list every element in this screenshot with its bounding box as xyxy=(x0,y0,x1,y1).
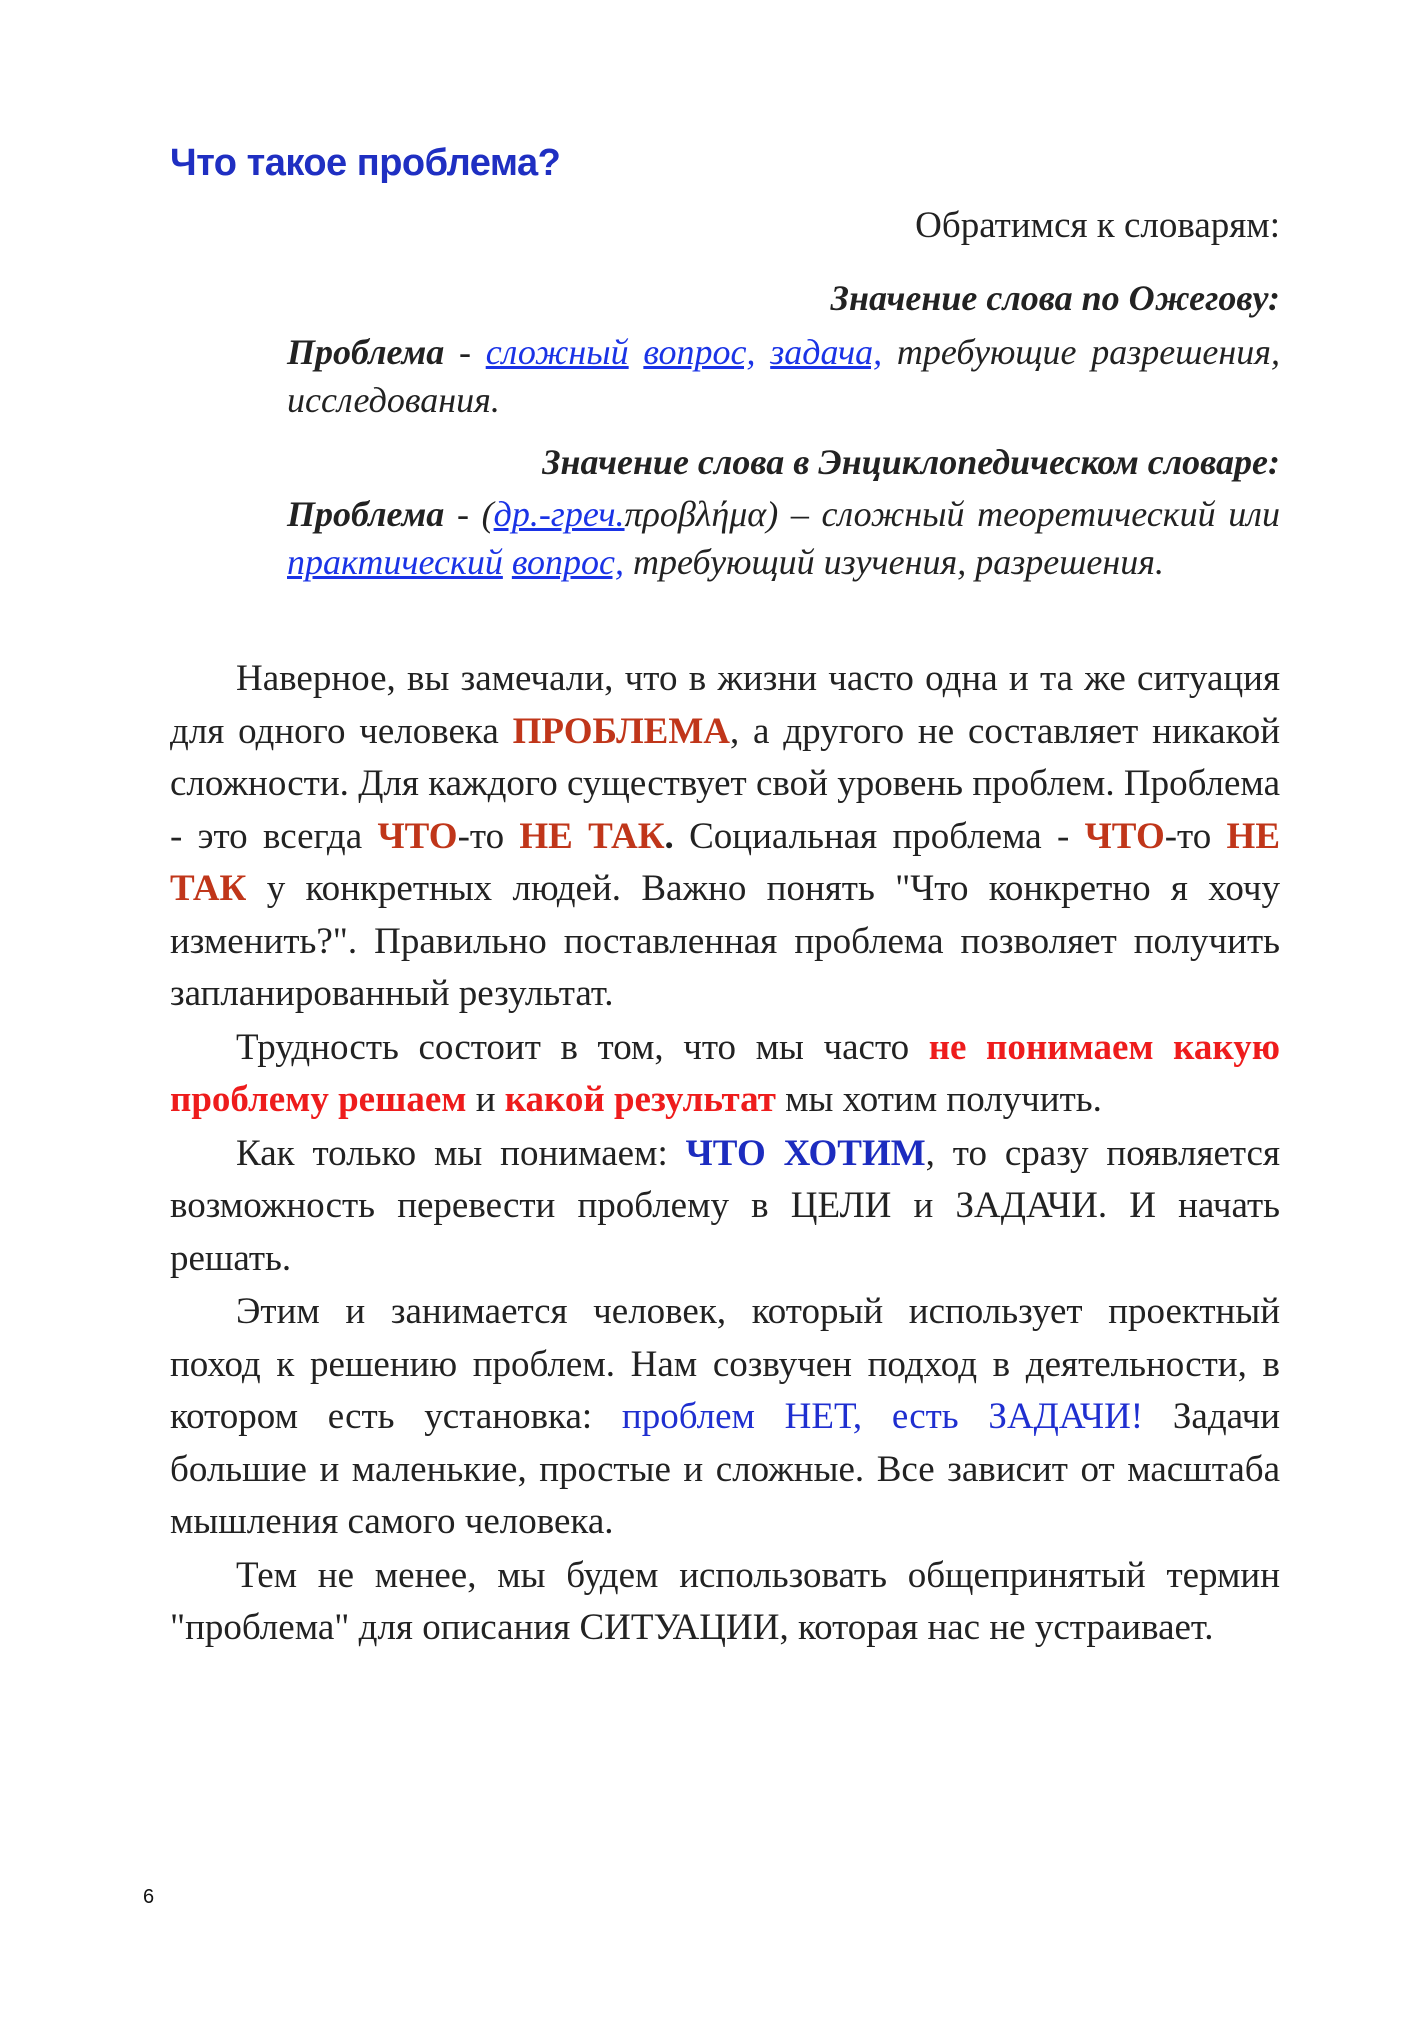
text-run: Тем не менее, мы будем использовать общепринятый термин "проблема" для описания СИТУАЦИИ, которая нас не устраивает. xyxy=(170,1554,1280,1648)
encyclopedia-mid: ) – сложный теоретический или xyxy=(766,494,1280,534)
paragraph-2 xyxy=(170,1022,1280,1127)
highlight-ne-tak: НЕ ТАК xyxy=(170,815,1281,909)
encyclopedia-dash: - ( xyxy=(444,494,494,534)
link-question[interactable]: вопрос, xyxy=(511,542,624,582)
paragraph-5 xyxy=(170,1550,1280,1655)
encyclopedia-definition xyxy=(287,490,1280,586)
highlight-ne-ponimaem: не понимаем какую проблему решаем xyxy=(170,1026,1280,1120)
encyclopedia-title: Значение слова в Энциклопедическом словаре: xyxy=(542,442,1280,482)
dictionary-intro: Обратимся к словарям: xyxy=(915,205,1280,246)
text-run: мы хотим получить. xyxy=(775,1079,1102,1120)
page-number: 6 xyxy=(143,1886,155,1908)
ozhegov-term: Проблема xyxy=(287,332,445,372)
text-run: -то xyxy=(457,815,520,857)
ozhegov-dash: - xyxy=(444,332,486,372)
ozhegov-title: Значение слова по Ожегову: xyxy=(830,278,1280,318)
highlight-chto: ЧТО xyxy=(377,815,458,857)
highlight-problema: ПРОБЛЕМА xyxy=(512,710,730,752)
link-greek[interactable]: др.-греч. xyxy=(493,494,625,534)
text-run: Задачи большие и маленькие, простые и сложные. Все зависит от масштаба мышления самого человека. xyxy=(170,1396,1281,1542)
paragraph-3 xyxy=(170,1128,1280,1286)
text-run: Трудность состоит в том, что мы часто xyxy=(236,1026,929,1068)
encyclopedia-rest: требующий изучения, разрешения. xyxy=(624,542,1164,582)
text-run: и xyxy=(466,1079,505,1120)
greek-word: προβλήμα xyxy=(624,494,767,534)
text-run: , то сразу появляется возможность перевести проблему в ЦЕЛИ и ЗАДАЧИ. И начать решать. xyxy=(170,1132,1280,1279)
highlight-ne-tak: НЕ ТАК xyxy=(519,815,665,857)
page-heading: Что такое проблема? xyxy=(170,142,561,184)
link-vopros[interactable]: вопрос, xyxy=(643,332,756,372)
ozhegov-rest: требующие разрешения, исследования. xyxy=(287,332,1280,420)
paragraph-1 xyxy=(170,653,1280,1021)
text-run: . xyxy=(664,815,674,857)
link-zadacha[interactable]: задача, xyxy=(770,332,883,372)
paragraph-4 xyxy=(170,1286,1280,1549)
link-slozhny[interactable]: сложный xyxy=(485,332,629,372)
ozhegov-definition xyxy=(287,328,1280,424)
text-run: -то xyxy=(1164,815,1227,857)
highlight-chto-hotim: ЧТО ХОТИМ xyxy=(685,1132,926,1174)
highlight-problem-net: проблем НЕТ, есть ЗАДАЧИ! xyxy=(621,1396,1144,1437)
text-run: Наверное, вы замечали, что в жизни часто одна и та же ситуация для одного человека xyxy=(170,658,1280,752)
text-run: Как только мы понимаем: xyxy=(236,1132,686,1174)
text-run: у конкретных людей. Важно понять "Что конкретно я хочу изменить?". Правильно поставленная проблема позволяет получить запланированный результат. xyxy=(170,868,1280,1014)
text-run: Этим и занимается человек, который использует проектный поход к решению проблем. Нам созвучен подход в деятельности, в котором есть установка: xyxy=(170,1291,1280,1437)
highlight-chto: ЧТО xyxy=(1084,815,1165,857)
text-run: Социальная проблема - xyxy=(673,815,1085,857)
highlight-kakoy-rezultat: какой результат xyxy=(504,1079,776,1120)
encyclopedia-term: Проблема xyxy=(287,494,445,534)
body-text xyxy=(170,653,1280,1655)
text-run: , а другого не составляет никакой сложности. Для каждого существует свой уровень проблем. Проблема - это всегда xyxy=(170,710,1280,857)
link-practical[interactable]: практический xyxy=(287,542,503,582)
